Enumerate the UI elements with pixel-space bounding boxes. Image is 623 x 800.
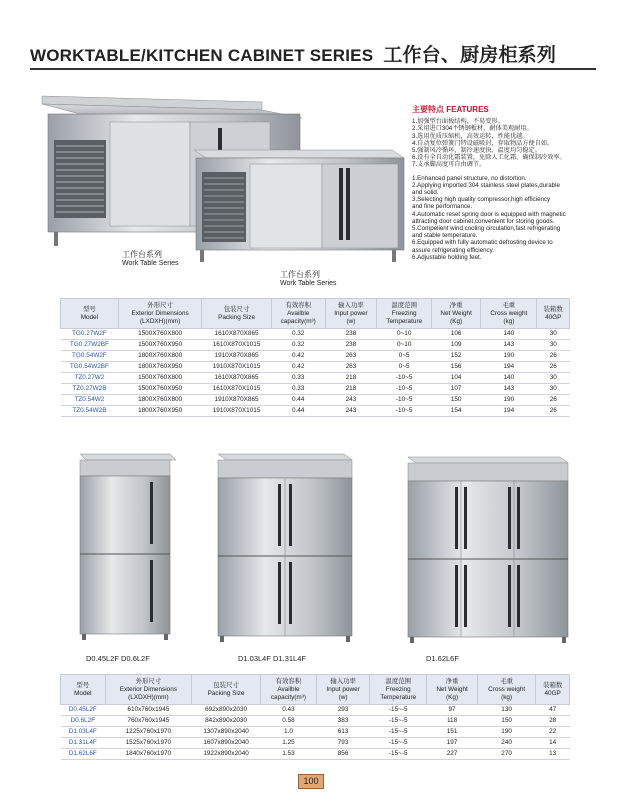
table-row bbox=[61, 340, 570, 351]
table-cell: 1525x760x1970 bbox=[105, 738, 192, 749]
table-cell: 0~10 bbox=[377, 340, 432, 351]
table-cell: 106 bbox=[432, 329, 481, 340]
table-cell: 1500X760X950 bbox=[118, 384, 202, 395]
col-capacity: 有效容积 Availble capacity(m³) bbox=[261, 675, 317, 705]
table-cell: 1500X760X800 bbox=[118, 329, 202, 340]
table-cell: 1500X760X800 bbox=[118, 373, 202, 384]
model-cell: TZ0.54W2 bbox=[61, 395, 119, 406]
col-temperature: 温度范围 Freezing Temperature bbox=[370, 675, 427, 705]
cabinet-photo-2-door bbox=[70, 452, 180, 642]
table-cell: 263 bbox=[325, 362, 377, 373]
model-cell: TZ0.54W2B bbox=[61, 406, 119, 417]
col-qty: 装箱数 40GP bbox=[537, 299, 570, 329]
table-cell: 1800X760X950 bbox=[118, 362, 202, 373]
feature-en-item: 2.Applying imported 304 stainless steel plates,durable bbox=[412, 181, 560, 189]
table-cell: 140 bbox=[481, 373, 537, 384]
table-cell: 1800X760X800 bbox=[118, 395, 202, 406]
table-cell: 0.33 bbox=[271, 373, 325, 384]
table-cell: 1500X760X950 bbox=[118, 340, 202, 351]
table-cell: 0.32 bbox=[271, 329, 325, 340]
cabinet-caption-3: D1.62L6F bbox=[426, 654, 459, 663]
table-cell: 104 bbox=[432, 373, 481, 384]
table-cell: 143 bbox=[481, 384, 537, 395]
table-cell: 218 bbox=[325, 384, 377, 395]
table-cell: 1.53 bbox=[261, 749, 317, 760]
table-cell: 263 bbox=[325, 351, 377, 362]
table-cell: 107 bbox=[432, 384, 481, 395]
table-cell: 0.58 bbox=[261, 716, 317, 727]
table-cell: 130 bbox=[477, 705, 535, 716]
table-cell: 109 bbox=[432, 340, 481, 351]
table-cell: 151 bbox=[427, 727, 478, 738]
table-cell: 197 bbox=[427, 738, 478, 749]
table-cell: 760x760x1945 bbox=[105, 716, 192, 727]
table-cell: 1607x890x2040 bbox=[192, 738, 261, 749]
col-qty: 装箱数 40GP bbox=[536, 675, 570, 705]
table-cell: 0.42 bbox=[271, 362, 325, 373]
table-cell: 152 bbox=[432, 351, 481, 362]
feature-en-item: and solid. bbox=[412, 189, 439, 197]
table-cell: 0.43 bbox=[261, 705, 317, 716]
table-cell: 1225x760x1970 bbox=[105, 727, 192, 738]
worktable-photo-small bbox=[192, 148, 407, 266]
table-cell: -15~-5 bbox=[370, 716, 427, 727]
table-cell: 194 bbox=[481, 362, 537, 373]
table-row bbox=[61, 373, 570, 384]
model-cell: D1.62L6F bbox=[61, 749, 106, 760]
table-cell: 238 bbox=[325, 340, 377, 351]
table-row bbox=[61, 362, 570, 373]
table-cell: 14 bbox=[536, 738, 570, 749]
worktable-caption-2: 工作台系列 Work Table Series bbox=[280, 270, 337, 287]
table-header-row bbox=[61, 675, 570, 705]
table-cell: 190 bbox=[481, 395, 537, 406]
table-cell: 1800X760X950 bbox=[118, 406, 202, 417]
table-row bbox=[61, 738, 570, 749]
feature-en-item: and stable temperature. bbox=[412, 232, 478, 240]
feature-en-item: 3.Selecting high quality compressor,high efficiency bbox=[412, 196, 551, 204]
cabinet-caption-1: D0.45L2F D0.6L2F bbox=[86, 654, 150, 663]
cabinet-photo-6-door bbox=[400, 455, 575, 647]
feature-en-item: 5.Compelient wind cooling circulation,fast refrigerating bbox=[412, 225, 561, 233]
page-number: 100 bbox=[298, 774, 324, 789]
table-cell: 0.44 bbox=[271, 406, 325, 417]
feature-en-item: assure refrigerating efficiency. bbox=[412, 246, 494, 254]
feature-cn-item: 7.支承脚高度可自由调节。 bbox=[412, 161, 486, 169]
table-cell: 154 bbox=[432, 406, 481, 417]
table-cell: 118 bbox=[427, 716, 478, 727]
table-cell: 1307x890x2040 bbox=[192, 727, 261, 738]
model-cell: D0.45L2F bbox=[61, 705, 106, 716]
col-power: 输入功率 Input power (w) bbox=[316, 675, 369, 705]
table-cell: -10~5 bbox=[377, 384, 432, 395]
model-cell: D1.03L4F bbox=[61, 727, 106, 738]
table-cell: 293 bbox=[316, 705, 369, 716]
table-row bbox=[61, 329, 570, 340]
page-title bbox=[30, 40, 556, 67]
col-model: 型号 Model bbox=[61, 299, 119, 329]
feature-en-item: and fine performance. bbox=[412, 203, 473, 211]
table-cell: 97 bbox=[427, 705, 478, 716]
table-row bbox=[61, 749, 570, 760]
col-gross-weight: 毛重 Cross weight (kg) bbox=[481, 299, 537, 329]
cabinet-caption-2: D1.03L4F D1.31L4F bbox=[238, 654, 306, 663]
table-cell: 613 bbox=[316, 727, 369, 738]
title-cn: 工作台、厨房柜系列 bbox=[383, 44, 557, 66]
table-cell: 0~5 bbox=[377, 362, 432, 373]
cabinet-photo-4-door bbox=[208, 452, 358, 644]
title-underline bbox=[30, 68, 596, 70]
table-cell: 243 bbox=[325, 395, 377, 406]
feature-en-item: attracting door cabinet,convenient for storing goods. bbox=[412, 217, 555, 225]
table-cell: 26 bbox=[537, 362, 570, 373]
table-cell: 150 bbox=[432, 395, 481, 406]
feature-cn-item: 3.选用优质压缩机，高效运转，性能优越。 bbox=[412, 132, 529, 140]
table-cell: -10~5 bbox=[377, 395, 432, 406]
table-cell: 692x890x2030 bbox=[192, 705, 261, 716]
model-cell: TG0.54W2BF bbox=[61, 362, 119, 373]
table-row bbox=[61, 716, 570, 727]
table-cell: 856 bbox=[316, 749, 369, 760]
worktable-spec-table bbox=[60, 298, 570, 417]
col-packing: 包装尺寸 Packing Size bbox=[192, 675, 261, 705]
table-cell: 13 bbox=[536, 749, 570, 760]
table-cell: 0.44 bbox=[271, 395, 325, 406]
table-cell: 610x760x1945 bbox=[105, 705, 192, 716]
title-en: WORKTABLE/KITCHEN CABINET SERIES bbox=[30, 46, 374, 65]
table-cell: 190 bbox=[477, 727, 535, 738]
table-row bbox=[61, 705, 570, 716]
feature-cn-item: 4.自动复位弹簧门特设磁吸封，存取物品方便自如。 bbox=[412, 139, 554, 147]
col-gross-weight: 毛重 Cross weight (kg) bbox=[477, 675, 535, 705]
worktable-caption-1: 工作台系列 Work Table Series bbox=[122, 250, 179, 267]
col-dimensions: 外形尺寸 Exterior Dimensions (LXDXH)(mm) bbox=[118, 299, 202, 329]
table-cell: 194 bbox=[481, 406, 537, 417]
features-heading: 主要特点 FEATURES bbox=[412, 105, 489, 114]
table-cell: -10~5 bbox=[377, 406, 432, 417]
feature-cn-item: 5.强制风冷循环，制冷速度快，温度均匀稳定。 bbox=[412, 147, 541, 155]
model-cell: TG0.27W2F bbox=[61, 329, 119, 340]
table-row bbox=[61, 351, 570, 362]
col-net-weight: 净重 Net Weight (Kg) bbox=[427, 675, 478, 705]
feature-cn-item: 2.采用进口304不锈钢板材，耐体美观耐用。 bbox=[412, 125, 533, 133]
table-cell: 1800X760X800 bbox=[118, 351, 202, 362]
model-cell: D0.6L2F bbox=[61, 716, 106, 727]
table-row bbox=[61, 395, 570, 406]
table-cell: 30 bbox=[537, 340, 570, 351]
feature-cn-item: 1.加强型台面板结构，不易变形。 bbox=[412, 118, 504, 126]
table-cell: 30 bbox=[537, 384, 570, 395]
table-cell: -15~-5 bbox=[370, 738, 427, 749]
table-cell: 26 bbox=[537, 395, 570, 406]
feature-en-item: 4.Automatic reset spring door is equipped with magnetic bbox=[412, 210, 566, 218]
table-cell: 1910X870X865 bbox=[202, 395, 271, 406]
table-cell: 0.33 bbox=[271, 384, 325, 395]
table-cell: 1610X870X1015 bbox=[202, 340, 271, 351]
table-cell: 1610X870X1015 bbox=[202, 384, 271, 395]
table-cell: 243 bbox=[325, 406, 377, 417]
table-header-row bbox=[61, 299, 570, 329]
feature-cn-item: 6.设有全自动化霜装置，免除人工化霜，确保制冷效率。 bbox=[412, 154, 566, 162]
col-capacity: 有效容积 Availble capacity(m³) bbox=[271, 299, 325, 329]
table-cell: 270 bbox=[477, 749, 535, 760]
table-cell: 238 bbox=[325, 329, 377, 340]
model-cell: TZ0.27W2 bbox=[61, 373, 119, 384]
table-cell: 1610X870X865 bbox=[202, 329, 271, 340]
model-cell: TZ0.27W2B bbox=[61, 384, 119, 395]
table-cell: 0~10 bbox=[377, 329, 432, 340]
table-cell: 190 bbox=[481, 351, 537, 362]
table-cell: 150 bbox=[477, 716, 535, 727]
table-cell: 26 bbox=[537, 351, 570, 362]
col-temperature: 温度范围 Freezing Temperature bbox=[377, 299, 432, 329]
table-cell: 1610X870X865 bbox=[202, 373, 271, 384]
table-row bbox=[61, 406, 570, 417]
table-cell: 156 bbox=[432, 362, 481, 373]
table-cell: 383 bbox=[316, 716, 369, 727]
table-cell: 1910X870X1015 bbox=[202, 362, 271, 373]
table-cell: 143 bbox=[481, 340, 537, 351]
col-model: 型号 Model bbox=[61, 675, 106, 705]
col-power: 输入功率 Input power (w) bbox=[325, 299, 377, 329]
table-cell: 28 bbox=[536, 716, 570, 727]
feature-en-item: 6.Equipped with fully automatic defrosting device to bbox=[412, 239, 553, 247]
table-cell: 140 bbox=[481, 329, 537, 340]
table-cell: 47 bbox=[536, 705, 570, 716]
table-cell: -10~5 bbox=[377, 373, 432, 384]
table-cell: 1922x890x2040 bbox=[192, 749, 261, 760]
table-cell: 0~5 bbox=[377, 351, 432, 362]
table-cell: 793 bbox=[316, 738, 369, 749]
table-cell: 1.25 bbox=[261, 738, 317, 749]
table-cell: 1910X870X1015 bbox=[202, 406, 271, 417]
table-cell: 22 bbox=[536, 727, 570, 738]
table-row bbox=[61, 384, 570, 395]
features-panel bbox=[412, 106, 612, 261]
table-cell: 30 bbox=[537, 373, 570, 384]
col-packing: 包装尺寸 Packing Size bbox=[202, 299, 271, 329]
table-row bbox=[61, 727, 570, 738]
table-cell: 1.0 bbox=[261, 727, 317, 738]
table-cell: 1910X870X865 bbox=[202, 351, 271, 362]
model-cell: TG0.54W2F bbox=[61, 351, 119, 362]
table-cell: 30 bbox=[537, 329, 570, 340]
table-cell: -15~-5 bbox=[370, 705, 427, 716]
model-cell: D1.31L4F bbox=[61, 738, 106, 749]
table-cell: -15~-5 bbox=[370, 749, 427, 760]
feature-en-item: 1.Enhanced panel structure, no distortion. bbox=[412, 174, 527, 182]
model-cell: TG0.27W2BF bbox=[61, 340, 119, 351]
table-cell: 26 bbox=[537, 406, 570, 417]
table-cell: 240 bbox=[477, 738, 535, 749]
cabinet-spec-table bbox=[60, 674, 570, 760]
table-cell: 842x890x2030 bbox=[192, 716, 261, 727]
table-cell: 0.32 bbox=[271, 340, 325, 351]
col-net-weight: 净重 Net Weight (Kg) bbox=[432, 299, 481, 329]
col-dimensions: 外形尺寸 Exterior Dimensions (LXDXH)(mm) bbox=[105, 675, 192, 705]
table-cell: 0.42 bbox=[271, 351, 325, 362]
table-cell: 227 bbox=[427, 749, 478, 760]
table-cell: 1840x760x1970 bbox=[105, 749, 192, 760]
table-cell: 218 bbox=[325, 373, 377, 384]
feature-en-item: 6.Adjustable holding feet. bbox=[412, 253, 482, 261]
table-cell: -15~-5 bbox=[370, 727, 427, 738]
